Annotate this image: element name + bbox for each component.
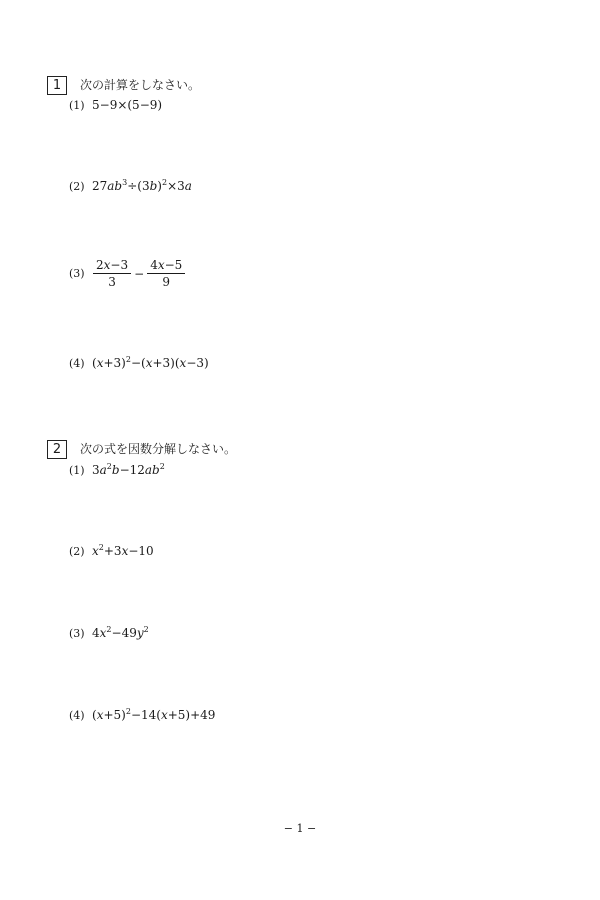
section-2-title: 次の式を因数分解しなさい。 <box>80 442 237 456</box>
problem-1-1 <box>69 97 162 114</box>
problem-expression: $27ab^3\div(3b)^2\times 3a$ <box>92 178 192 193</box>
fraction-operator: − <box>134 266 145 281</box>
problem-1-4 <box>69 355 209 372</box>
page-number: − 1 − <box>283 822 317 835</box>
problem-expression: $3a^2b-12ab^2$ <box>92 462 165 477</box>
problem-2-1 <box>69 462 165 479</box>
problem-expression: $(x+5)^2-14(x+5)+49$ <box>92 707 216 722</box>
problem-expression: $4x^2-49y^2$ <box>92 625 149 640</box>
fraction-1 <box>93 258 131 289</box>
fraction-2-numerator: 4x−5 <box>147 258 185 274</box>
section-1-title: 次の計算をしなさい。 <box>80 78 201 92</box>
problem-label: (1) <box>69 464 85 477</box>
fraction-1-denominator: 3 <box>108 275 116 289</box>
problem-label: (2) <box>69 545 85 558</box>
section-2-number: 2 <box>47 440 67 459</box>
problem-1-2 <box>69 178 192 195</box>
problem-expression: $x^2+3x-10$ <box>92 543 154 558</box>
problem-2-2 <box>69 543 154 560</box>
section-1-number: 1 <box>47 76 67 95</box>
problem-label: (4) <box>69 709 85 722</box>
fraction-2 <box>147 258 185 289</box>
problem-2-3 <box>69 625 149 642</box>
fraction-1-numerator: 2x−3 <box>93 258 131 274</box>
problem-label: (2) <box>69 180 85 193</box>
problem-1-3 <box>69 258 187 289</box>
problem-expression: 5−9×(5−9) <box>92 98 163 112</box>
problem-2-4 <box>69 707 215 724</box>
problem-label: (4) <box>69 357 85 370</box>
problem-label: (1) <box>69 99 85 112</box>
problem-expression: $(x+3)^2-(x+3)(x-3)$ <box>92 355 209 370</box>
problem-label: (3) <box>69 627 85 640</box>
fraction-2-denominator: 9 <box>162 275 171 289</box>
problem-label: (3) <box>69 266 85 280</box>
